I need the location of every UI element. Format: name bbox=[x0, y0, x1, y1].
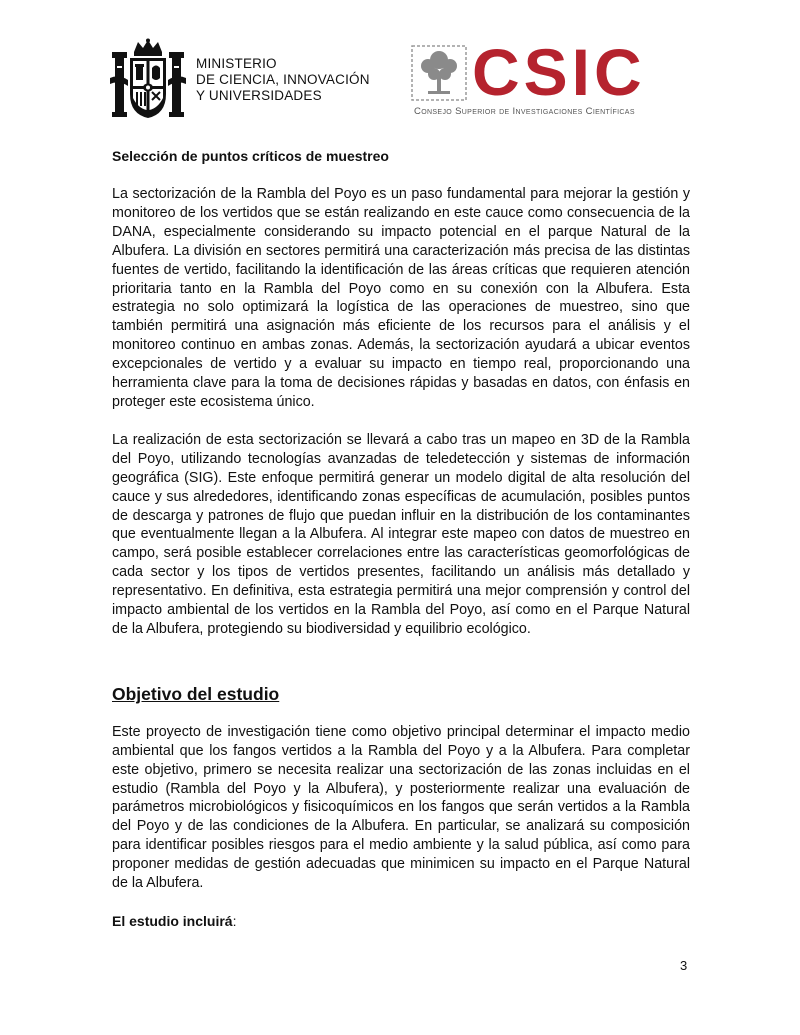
paragraph-3d-mapping: La realización de esta sectorización se llevará a cabo tras un mapeo en 3D de la Rambla del Poyo, utilizando tecnologías avanzadas de teledetección y sistemas de información geográfica (SIG). Este enfoque permitirá generar un modelo digital de alta resolución del cauce y sus alrededores, identificando zonas específicas de acumulación, posibles puntos de descarga y patrones de flujo que puedan influir en la distribución de los contaminantes que eventualmente llegan a la Albufera. Al integrar este mapeo con datos de muestreo en campo, será posible establecer correlaciones entre las características geomorfológicas de cada sector y los tipos de vertidos presentes, facilitando un análisis más detallado y representativo. En definitiva, esta estrategia permitirá una mejor comprensión y control del impacto ambiental de los vertidos en la Rambla del Poyo, así como en el Parque Natural de la Albufera, protegiendo su biodiversidad y equilibrio ecológico. bbox=[112, 431, 690, 637]
csic-full-name: Consejo Superior de Investigaciones Científicas bbox=[414, 106, 635, 117]
objective-heading: Objetivo del estudio bbox=[112, 683, 280, 704]
ministry-name bbox=[196, 56, 370, 104]
sampling-heading: Selección de puntos críticos de muestreo bbox=[112, 148, 389, 164]
spanish-royal-crest-icon bbox=[110, 38, 186, 122]
ministry-line-3: Y UNIVERSIDADES bbox=[196, 88, 322, 103]
csic-tree-icon bbox=[410, 44, 468, 102]
ministry-line-1: MINISTERIO bbox=[196, 56, 277, 71]
study-includes-label: El estudio incluirá bbox=[112, 913, 233, 929]
csic-logo bbox=[408, 35, 690, 120]
ministry-logo bbox=[110, 38, 370, 122]
paragraph-sectorization: La sectorización de la Rambla del Poyo es un paso fundamental para mejorar la gestión y monitoreo de los vertidos que se están realizando en este cauce como consecuencia de la DANA, especialmente considerando su impacto potencial en el parque Natural de la Albufera. La división en sectores permitirá una caracterización más precisa de las distintas fuentes de vertido, facilitando la identificación de las áreas críticas que requieren atención prioritaria tanto en la Rambla del Poyo como en su conexión con la Albufera. Esta estrategia no solo optimizará la logística de las operaciones de muestreo, sino que también permitirá una asignación más eficiente de los recursos para el análisis y el monitoreo continuo en ambas zonas. Además, la sectorización ayudará a ubicar eventos excepcionales de vertido y a evaluar su impacto en tiempo real, proporcionando una herramienta clave para la toma de decisiones rápidas y basadas en datos, con énfasis en proteger este ecosistema único. bbox=[112, 186, 690, 410]
paragraph-objective: Este proyecto de investigación tiene como objetivo principal determinar el impacto medio ambiental que los fangos vertidos a la Rambla del Poyo y a la Albufera. Para completar este objetivo, primero se necesita realizar una sectorización de las zonas incluidas en el estudio (Rambla del Poyo y la Albufera), y posteriormente realizar una evaluación de parámetros microbiológicos y fisicoquímicos en los fangos que serán vertidos a la Rambla del Poyo y de las condiciones de la Albufera. En particular, se analizará su composición para identificar posibles riesgos para el medio ambiente y la salud pública, así como para proponer medidas de gestión adecuadas que minimicen su impacto en el Parque Natural de la Albufera. bbox=[112, 723, 690, 892]
document-body bbox=[112, 147, 690, 930]
study-includes-colon: : bbox=[232, 913, 237, 929]
page-header bbox=[0, 0, 800, 130]
page-number: 3 bbox=[680, 958, 688, 973]
csic-acronym: CSIC bbox=[472, 35, 646, 109]
ministry-line-2: DE CIENCIA, INNOVACIÓN bbox=[196, 72, 370, 87]
study-includes-heading bbox=[112, 912, 690, 930]
